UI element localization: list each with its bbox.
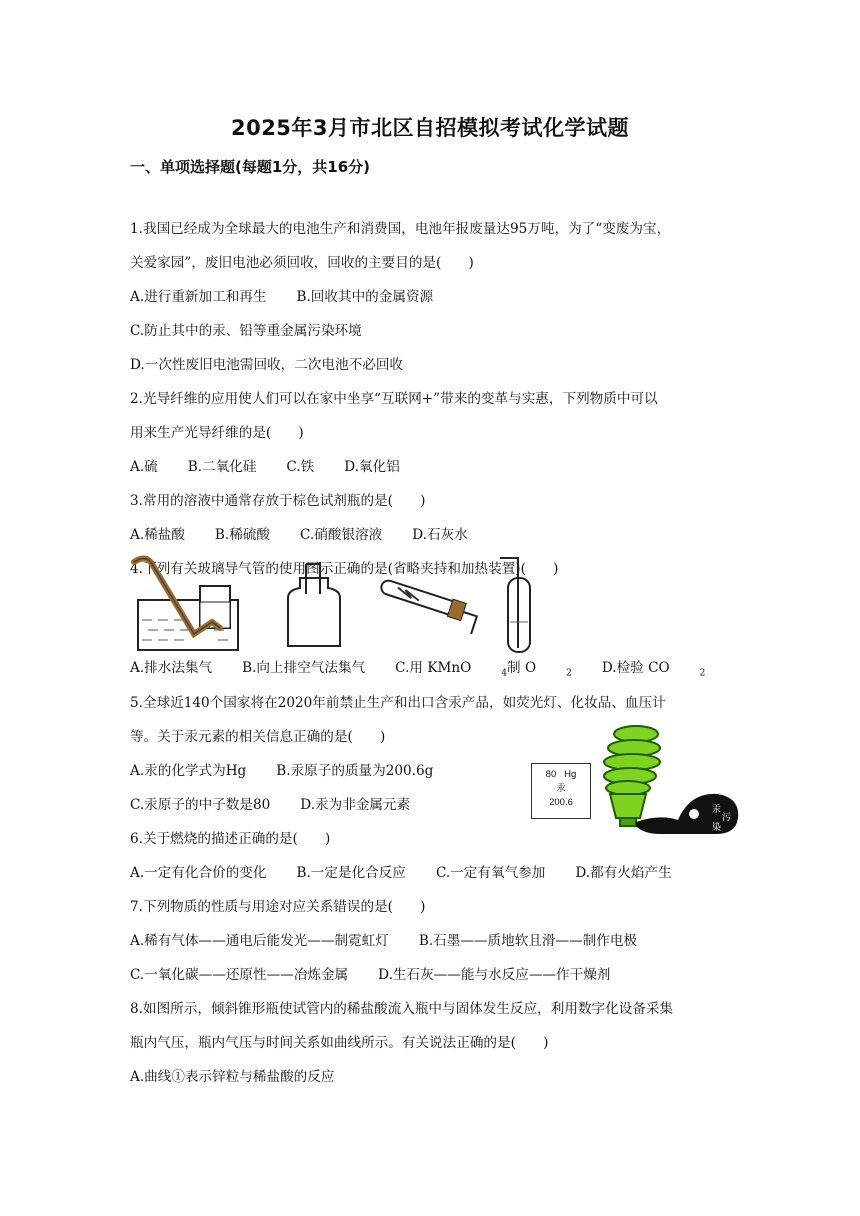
element-mass: 200.6 <box>549 797 573 808</box>
q8-option-a: A.曲线①表示锌粒与稀盐酸的反应 <box>130 1069 335 1085</box>
q6-stem: 6.关于燃烧的描述正确的是( ) <box>130 831 331 847</box>
gas-collecting-bottle-figure <box>280 556 348 656</box>
q3-options-row <box>130 525 468 545</box>
q4-option-d-text: D.检验 CO <box>601 660 670 676</box>
element-top-row <box>532 768 590 782</box>
q2-option-b: B.二氧化硅 <box>187 459 257 475</box>
q5-option-b: B.汞原子的质量为200.6g <box>276 763 434 779</box>
skull-text-2: 污 <box>722 813 732 823</box>
skull-text-1: 汞 <box>712 805 722 815</box>
q5-option-c: C.汞原子的中子数是80 <box>130 797 271 813</box>
q4-option-c-sub: 4 <box>501 668 508 679</box>
q1-option-c: C.防止其中的汞、铅等重金属污染环境 <box>130 323 362 339</box>
section-heading: 一、单项选择题(每题1分，共16分) <box>130 158 371 176</box>
q2-options-row <box>130 457 400 477</box>
q4-option-c-text2: 制 O <box>507 660 537 676</box>
q5-options-row1 <box>130 761 433 781</box>
q8-stem-line2: 瓶内气压，瓶内气压与时间关系如曲线所示。有关说法正确的是( ) <box>130 1035 549 1051</box>
q7-option-c: C.一氧化碳——还原性——冶炼金属 <box>130 967 349 983</box>
periodic-element-card <box>531 763 591 819</box>
q4-option-c-text: C.用 KMnO <box>395 660 472 676</box>
q3-option-a: A.稀盐酸 <box>130 527 185 543</box>
co2-test-tube-figure <box>494 552 544 656</box>
q4-option-d-sub: 2 <box>699 668 706 679</box>
skull-text-3: 染 <box>712 823 722 833</box>
q3-stem: 3.常用的溶液中通常存放于棕色试剂瓶的是( ) <box>130 493 426 509</box>
q6-option-d: D.都有火焰产生 <box>575 865 672 881</box>
q1-option-a: A.进行重新加工和再生 <box>130 289 267 305</box>
element-name: 汞 <box>556 783 566 794</box>
test-tube-heating-figure <box>374 576 484 634</box>
q7-option-b: B.石墨——质地软且滑——制作电极 <box>418 933 638 949</box>
q4-option-c-sub2: 2 <box>566 668 572 679</box>
q3-option-b: B.稀硫酸 <box>214 527 271 543</box>
q1-options-row <box>130 287 433 307</box>
q4-option-c <box>395 660 572 679</box>
page-title: 2025年3月市北区自招模拟考试化学试题 <box>230 116 630 140</box>
q4-option-d <box>601 660 706 679</box>
q2-stem-line2: 用来生产光导纤维的是( ) <box>130 425 304 441</box>
q5-stem-line1: 5.全球近140个国家将在2020年前禁止生产和出口含汞产品，如荧光灯、化妆品、血压计 <box>130 695 666 711</box>
q2-option-d: D.氧化铝 <box>344 459 400 475</box>
element-number: 80 <box>545 769 557 780</box>
q2-stem-line1: 2.光导纤维的应用使人们可以在家中坐享“互联网+”带来的变革与实惠，下列物质中可以 <box>130 391 658 407</box>
q5-stem-line2: 等。关于汞元素的相关信息正确的是( ) <box>130 729 386 745</box>
q2-option-a: A.硫 <box>130 459 158 475</box>
q1-option-b: B.回收其中的金属资源 <box>296 289 434 305</box>
q4-option-a: A.排水法集气 <box>130 660 213 676</box>
element-symbol: Hg <box>564 769 577 780</box>
q2-option-c: C.铁 <box>286 459 315 475</box>
q1-option-d: D.一次性废旧电池需回收，二次电池不必回收 <box>130 357 404 373</box>
q6-option-b: B.一定是化合反应 <box>296 865 406 881</box>
q6-option-c: C.一定有氧气参加 <box>435 865 546 881</box>
q4-option-b: B.向上排空气法集气 <box>242 660 366 676</box>
q1-stem-line1: 1.我国已经成为全球最大的电池生产和消费国，电池年报废量达95万吨，为了“变废为宝， <box>130 221 671 237</box>
fluorescent-lamp-pollution-figure <box>600 722 742 836</box>
q3-option-c: C.硝酸银溶液 <box>300 527 383 543</box>
q6-options-row <box>130 863 672 883</box>
q4-stem: 4.下列有关玻璃导气管的使用图示正确的是(省略夹持和加热装置)( ) <box>130 561 559 577</box>
q4-options-row <box>130 658 705 684</box>
q6-option-a: A.一定有化合价的变化 <box>130 865 267 881</box>
q5-options-row2 <box>130 795 410 815</box>
q7-options-row1 <box>130 931 637 951</box>
water-displacement-apparatus-figure <box>128 552 248 654</box>
q1-stem-line2: 关爱家园”，废旧电池必须回收，回收的主要目的是( ) <box>130 255 474 271</box>
q7-option-d: D.生石灰——能与水反应——作干燥剂 <box>378 967 611 983</box>
q8-stem-line1: 8.如图所示，倾斜锥形瓶使试管内的稀盐酸流入瓶中与固体发生反应，利用数字化设备采集 <box>130 1001 674 1017</box>
q7-stem: 7.下列物质的性质与用途对应关系错误的是( ) <box>130 899 426 915</box>
q3-option-d: D.石灰水 <box>412 527 468 543</box>
q5-option-a: A.汞的化学式为Hg <box>130 763 247 779</box>
q7-options-row2 <box>130 965 610 985</box>
q5-option-d: D.汞为非金属元素 <box>300 797 411 813</box>
q7-option-a: A.稀有气体——通电后能发光——制霓虹灯 <box>130 933 389 949</box>
